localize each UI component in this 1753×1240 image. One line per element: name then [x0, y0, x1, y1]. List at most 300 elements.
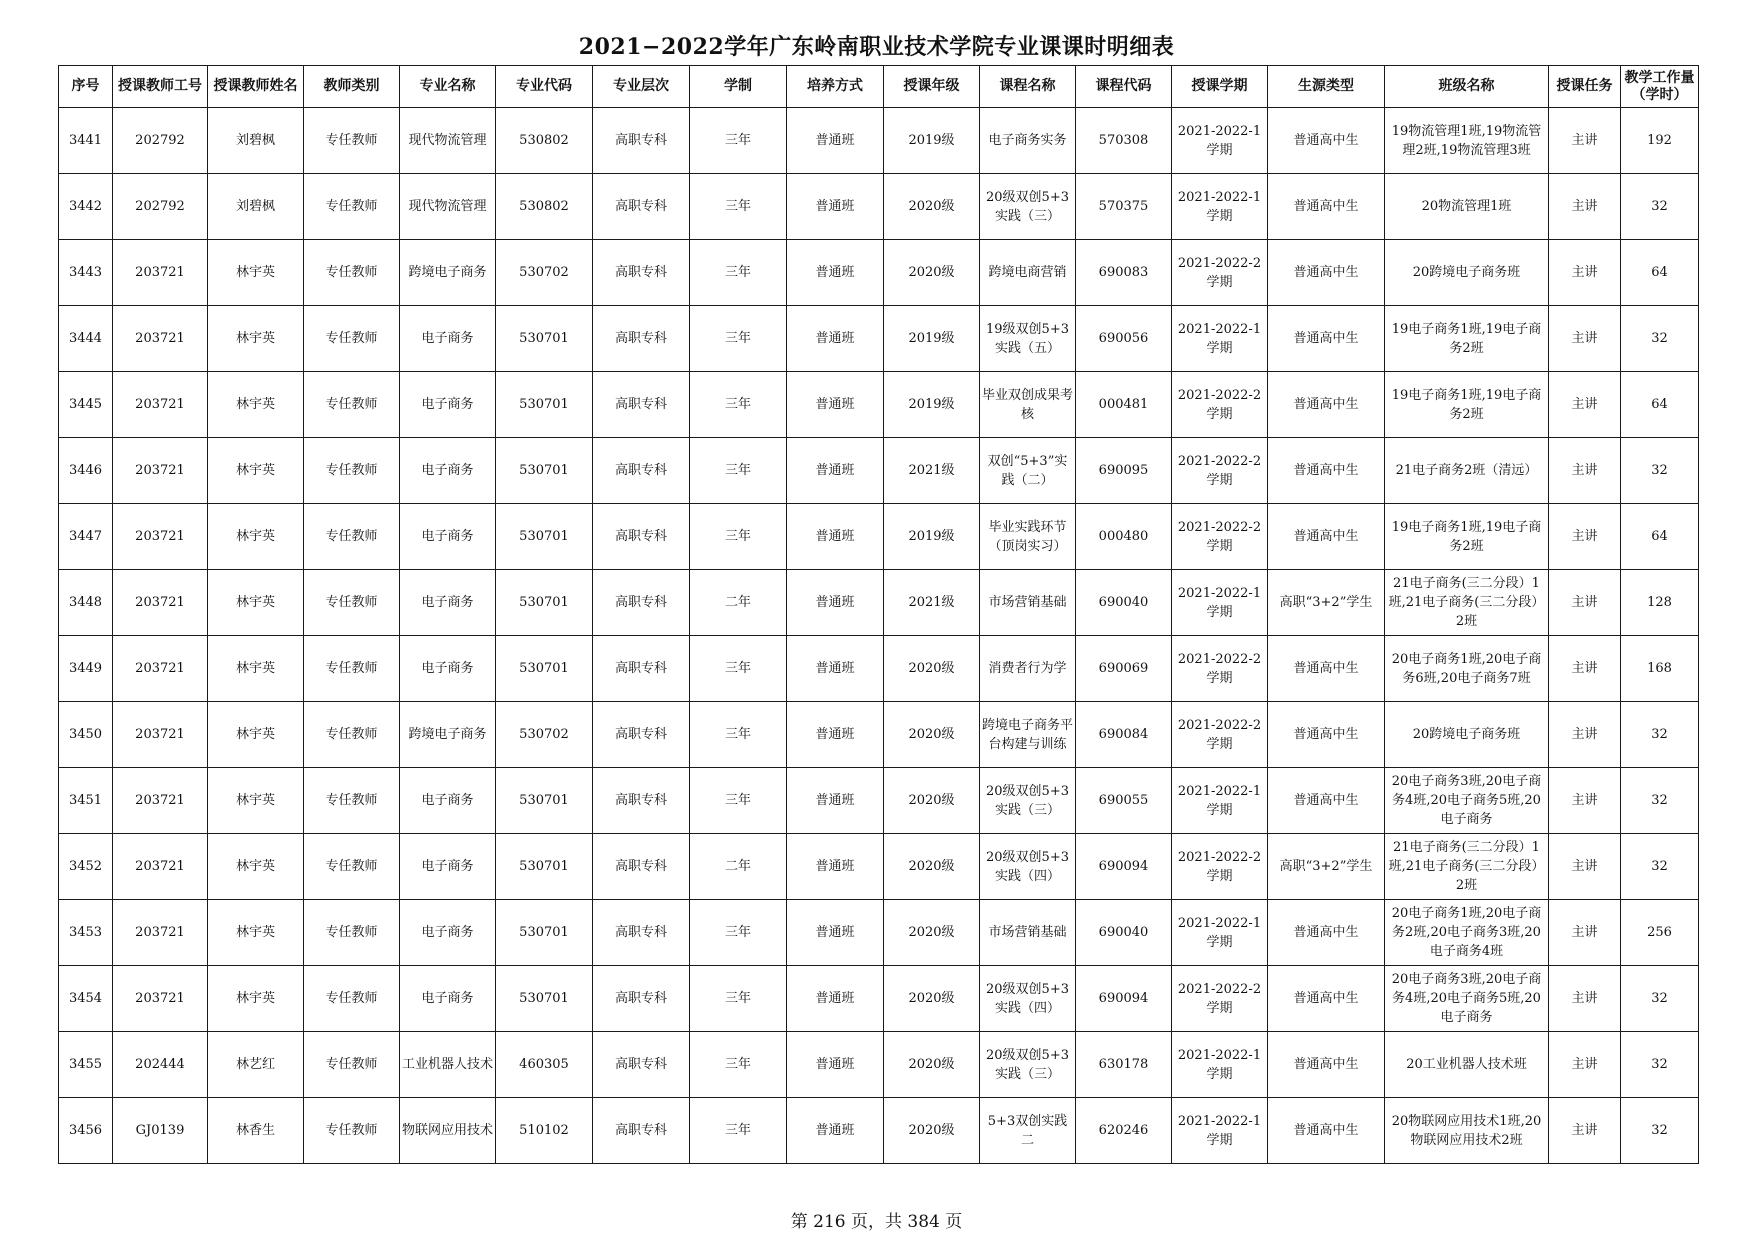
- table-cell: [884, 570, 980, 636]
- table-cell: [980, 306, 1076, 372]
- cell-text: 2020级: [908, 925, 955, 940]
- cell-text: 跨境电子商务平台构建与训练: [982, 717, 1073, 752]
- cell-text: 2021-2022-2学期: [1177, 387, 1262, 422]
- table-cell: [690, 1098, 787, 1164]
- table-cell: [593, 1098, 690, 1164]
- table-cell: [884, 636, 980, 702]
- table-cell: [593, 174, 690, 240]
- table-cell: [1172, 768, 1268, 834]
- table-cell: [1268, 768, 1385, 834]
- cell-text: 2021-2022-1学期: [1177, 915, 1262, 950]
- table-cell: [208, 900, 304, 966]
- table-cell: [690, 240, 787, 306]
- cell-text: 主讲: [1571, 331, 1598, 346]
- table-row: [59, 108, 1699, 174]
- cell-text: 专任教师: [325, 331, 378, 346]
- cell-text: 202792: [135, 133, 185, 148]
- cell-text: 2020级: [908, 859, 955, 874]
- cell-text: 530701: [519, 859, 569, 874]
- cell-text: 3446: [68, 463, 103, 478]
- cell-text: 高职专科: [614, 331, 667, 346]
- table-cell: [113, 702, 208, 768]
- cell-text: 2019级: [908, 133, 955, 148]
- table-cell: [884, 900, 980, 966]
- table-cell: [496, 174, 593, 240]
- table-cell: [304, 900, 400, 966]
- cell-text: 530702: [519, 265, 569, 280]
- table-cell: [59, 900, 113, 966]
- table-cell: [884, 108, 980, 174]
- cell-text: 203721: [135, 397, 185, 412]
- table-cell: [496, 438, 593, 504]
- table-cell: [113, 570, 208, 636]
- table-cell: [1385, 702, 1549, 768]
- table-cell: [1268, 636, 1385, 702]
- cell-text: 三年: [724, 529, 751, 544]
- table-cell: [1076, 174, 1172, 240]
- table-cell: [1549, 504, 1621, 570]
- cell-text: 电子商务: [421, 793, 474, 808]
- table-cell: [113, 240, 208, 306]
- table-cell: [1621, 1098, 1699, 1164]
- cell-text: 203721: [135, 463, 185, 478]
- table-cell: [980, 1098, 1076, 1164]
- cell-text: 32: [1651, 991, 1668, 1006]
- table-cell: [496, 768, 593, 834]
- cell-text: 690040: [1098, 595, 1149, 610]
- column-header: 授课学期: [1172, 66, 1268, 108]
- table-cell: [980, 504, 1076, 570]
- cell-text: 20级双创5+3实践（三）: [986, 1047, 1069, 1082]
- table-cell: [1385, 570, 1549, 636]
- table-cell: [690, 108, 787, 174]
- table-cell: [59, 504, 113, 570]
- cell-text: 2021-2022-1学期: [1177, 321, 1262, 356]
- cell-text: 530802: [519, 199, 569, 214]
- column-header: 授课教师姓名: [208, 66, 304, 108]
- cell-text: 电子商务: [421, 595, 474, 610]
- cell-text: 2021-2022-1学期: [1177, 189, 1262, 224]
- cell-text: 林宇英: [235, 463, 275, 478]
- cell-text: 三年: [724, 793, 751, 808]
- cell-text: 19级双创5+3实践（五）: [986, 321, 1069, 356]
- column-header: 培养方式: [787, 66, 884, 108]
- cell-text: 普通高中生: [1293, 463, 1359, 478]
- table-cell: [113, 372, 208, 438]
- table-row: [59, 900, 1699, 966]
- table-cell: [1549, 768, 1621, 834]
- table-cell: [787, 1098, 884, 1164]
- table-cell: [400, 1098, 496, 1164]
- table-cell: [980, 900, 1076, 966]
- table-cell: [304, 966, 400, 1032]
- cell-text: 32: [1651, 727, 1668, 742]
- table-cell: [1549, 1098, 1621, 1164]
- cell-text: 林宇英: [235, 991, 275, 1006]
- table-cell: [1385, 240, 1549, 306]
- cell-text: 普通高中生: [1293, 925, 1359, 940]
- table-cell: [113, 174, 208, 240]
- table-cell: [1549, 108, 1621, 174]
- cell-text: 专任教师: [325, 397, 378, 412]
- cell-text: 2021-2022-2学期: [1177, 651, 1262, 686]
- table-cell: [59, 108, 113, 174]
- table-cell: [496, 834, 593, 900]
- table-cell: [208, 702, 304, 768]
- table-cell: [304, 438, 400, 504]
- cell-text: 三年: [724, 331, 751, 346]
- table-cell: [980, 240, 1076, 306]
- cell-text: 主讲: [1571, 529, 1598, 544]
- cell-text: 三年: [724, 991, 751, 1006]
- cell-text: 203721: [135, 529, 185, 544]
- cell-text: 203721: [135, 727, 185, 742]
- table-cell: [59, 570, 113, 636]
- cell-text: 690069: [1098, 661, 1149, 676]
- column-header: 授课教师工号: [113, 66, 208, 108]
- cell-text: 203721: [135, 925, 185, 940]
- table-cell: [884, 240, 980, 306]
- cell-text: 203721: [135, 661, 185, 676]
- table-cell: [690, 1032, 787, 1098]
- table-cell: [787, 240, 884, 306]
- table-cell: [1172, 1032, 1268, 1098]
- table-cell: [304, 174, 400, 240]
- table-cell: [400, 372, 496, 438]
- table-cell: [1268, 108, 1385, 174]
- cell-text: 3451: [68, 793, 103, 808]
- table-cell: [113, 966, 208, 1032]
- table-cell: [400, 174, 496, 240]
- cell-text: 专任教师: [325, 1057, 378, 1072]
- cell-text: 32: [1651, 463, 1668, 478]
- cell-text: 570375: [1098, 199, 1149, 214]
- cell-text: 林宇英: [235, 859, 275, 874]
- cell-text: 高职专科: [614, 397, 667, 412]
- table-cell: [1621, 306, 1699, 372]
- cell-text: 510102: [519, 1123, 569, 1138]
- table-cell: [496, 372, 593, 438]
- table-cell: [1172, 240, 1268, 306]
- table-cell: [304, 1032, 400, 1098]
- cell-text: 普通高中生: [1293, 1057, 1359, 1072]
- cell-text: 林宇英: [235, 397, 275, 412]
- cell-text: 三年: [724, 925, 751, 940]
- cell-text: 20跨境电子商务班: [1412, 727, 1521, 742]
- table-cell: [1076, 108, 1172, 174]
- cell-text: 普通班: [815, 463, 855, 478]
- table-cell: [980, 702, 1076, 768]
- cell-text: 690040: [1098, 925, 1149, 940]
- table-cell: [884, 504, 980, 570]
- cell-text: 3447: [68, 529, 103, 544]
- table-cell: [1621, 438, 1699, 504]
- table-cell: [208, 108, 304, 174]
- cell-text: 高职专科: [614, 1123, 667, 1138]
- table-cell: [787, 768, 884, 834]
- table-cell: [1076, 834, 1172, 900]
- cell-text: 高职专科: [614, 661, 667, 676]
- table-cell: [400, 306, 496, 372]
- cell-text: 3442: [68, 199, 103, 214]
- cell-text: 电子商务: [421, 331, 474, 346]
- table-row: [59, 570, 1699, 636]
- cell-text: 普通班: [815, 1057, 855, 1072]
- cell-text: 64: [1651, 265, 1668, 280]
- table-cell: [1268, 1098, 1385, 1164]
- table-cell: [884, 966, 980, 1032]
- table-cell: [304, 834, 400, 900]
- table-cell: [1172, 174, 1268, 240]
- cell-text: 20级双创5+3实践（四）: [986, 981, 1069, 1016]
- table-cell: [59, 174, 113, 240]
- cell-text: 64: [1651, 529, 1668, 544]
- table-cell: [304, 570, 400, 636]
- table-cell: [884, 372, 980, 438]
- cell-text: 二年: [724, 595, 751, 610]
- cell-text: 跨境电子商务: [408, 265, 487, 280]
- table-cell: [1172, 504, 1268, 570]
- table-cell: [304, 108, 400, 174]
- cell-text: 32: [1651, 859, 1668, 874]
- cell-text: 电子商务: [421, 529, 474, 544]
- cell-text: 690083: [1098, 265, 1149, 280]
- table-cell: [1268, 306, 1385, 372]
- cell-text: 2020级: [908, 1123, 955, 1138]
- cell-text: 高职专科: [614, 529, 667, 544]
- cell-text: 普通高中生: [1293, 199, 1359, 214]
- table-cell: [496, 306, 593, 372]
- table-cell: [884, 834, 980, 900]
- cell-text: 20级双创5+3实践（三）: [986, 783, 1069, 818]
- table-cell: [1549, 636, 1621, 702]
- table-cell: [884, 306, 980, 372]
- page-title: 2021−2022学年广东岭南职业技术学院专业课课时明细表: [578, 34, 1175, 60]
- table-cell: [787, 306, 884, 372]
- table-cell: [496, 570, 593, 636]
- cell-text: 20电子商务3班,20电子商务4班,20电子商务5班,20电子商务: [1391, 972, 1542, 1025]
- table-cell: [1621, 1032, 1699, 1098]
- cell-text: 2021级: [908, 463, 955, 478]
- cell-text: 2019级: [908, 529, 955, 544]
- cell-text: GJ0139: [135, 1123, 185, 1138]
- table-cell: [593, 240, 690, 306]
- cell-text: 2021-2022-1学期: [1177, 123, 1262, 158]
- cell-text: 现代物流管理: [408, 199, 487, 214]
- table-cell: [59, 768, 113, 834]
- table-cell: [690, 504, 787, 570]
- table-cell: [208, 636, 304, 702]
- cell-text: 192: [1647, 133, 1672, 148]
- cell-text: 高职专科: [614, 1057, 667, 1072]
- table-cell: [496, 240, 593, 306]
- cell-text: 3455: [68, 1057, 103, 1072]
- table-cell: [59, 702, 113, 768]
- table-cell: [884, 174, 980, 240]
- cell-text: 2020级: [908, 793, 955, 808]
- table-cell: [1172, 570, 1268, 636]
- cell-text: 高职专科: [614, 727, 667, 742]
- table-cell: [1172, 900, 1268, 966]
- cell-text: 普通班: [815, 991, 855, 1006]
- table-cell: [400, 900, 496, 966]
- cell-text: 19电子商务1班,19电子商务2班: [1391, 321, 1542, 356]
- table-cell: [208, 504, 304, 570]
- table-cell: [690, 372, 787, 438]
- cell-text: 20电子商务1班,20电子商务2班,20电子商务3班,20电子商务4班: [1391, 906, 1542, 959]
- cell-text: 530701: [519, 595, 569, 610]
- table-cell: [496, 1032, 593, 1098]
- cell-text: 主讲: [1571, 199, 1598, 214]
- table-cell: [980, 372, 1076, 438]
- cell-text: 普通高中生: [1293, 331, 1359, 346]
- cell-text: 2019级: [908, 397, 955, 412]
- table-cell: [208, 768, 304, 834]
- header-row: [59, 66, 1699, 108]
- cell-text: 主讲: [1571, 133, 1598, 148]
- table-cell: [1172, 702, 1268, 768]
- table-cell: [1549, 240, 1621, 306]
- cell-text: 203721: [135, 265, 185, 280]
- table-cell: [1621, 174, 1699, 240]
- table-cell: [400, 966, 496, 1032]
- table-cell: [113, 1032, 208, 1098]
- cell-text: 530701: [519, 529, 569, 544]
- cell-text: 跨境电子商务: [408, 727, 487, 742]
- table-cell: [1621, 636, 1699, 702]
- cell-text: 64: [1651, 397, 1668, 412]
- cell-text: 203721: [135, 793, 185, 808]
- column-header: 学制: [690, 66, 787, 108]
- cell-text: 主讲: [1571, 859, 1598, 874]
- cell-text: 高职专科: [614, 595, 667, 610]
- cell-text: 20电子商务1班,20电子商务6班,20电子商务7班: [1391, 651, 1542, 686]
- table-cell: [1385, 768, 1549, 834]
- table-cell: [690, 306, 787, 372]
- table-cell: [400, 768, 496, 834]
- table-cell: [884, 768, 980, 834]
- table-cell: [884, 702, 980, 768]
- cell-text: 000481: [1098, 397, 1149, 412]
- cell-text: 2020级: [908, 727, 955, 742]
- cell-text: 电子商务: [421, 661, 474, 676]
- cell-text: 双创“5+3”实践（二）: [987, 453, 1068, 488]
- table-row: [59, 834, 1699, 900]
- cell-text: 20电子商务3班,20电子商务4班,20电子商务5班,20电子商务: [1391, 774, 1542, 827]
- cell-text: 专任教师: [325, 1123, 378, 1138]
- table-cell: [208, 240, 304, 306]
- cell-text: 630178: [1098, 1057, 1149, 1072]
- table-cell: [1621, 702, 1699, 768]
- table-cell: [208, 174, 304, 240]
- cell-text: 普通高中生: [1293, 991, 1359, 1006]
- cell-text: 2021-2022-2学期: [1177, 981, 1262, 1016]
- table-cell: [1172, 966, 1268, 1032]
- cell-text: 20级双创5+3实践（四）: [986, 849, 1069, 884]
- cell-text: 专任教师: [325, 463, 378, 478]
- cell-text: 20级双创5+3实践（三）: [986, 189, 1069, 224]
- table-cell: [980, 108, 1076, 174]
- table-cell: [980, 1032, 1076, 1098]
- cell-text: 普通高中生: [1293, 727, 1359, 742]
- table-cell: [1268, 174, 1385, 240]
- cell-text: 530701: [519, 397, 569, 412]
- table-cell: [1076, 966, 1172, 1032]
- table-cell: [1076, 900, 1172, 966]
- table-cell: [1549, 372, 1621, 438]
- table-cell: [113, 108, 208, 174]
- column-header: 专业名称: [400, 66, 496, 108]
- cell-text: 19电子商务1班,19电子商务2班: [1391, 387, 1542, 422]
- table-cell: [787, 1032, 884, 1098]
- cell-text: 普通班: [815, 133, 855, 148]
- table-cell: [400, 108, 496, 174]
- table-cell: [1172, 834, 1268, 900]
- cell-text: 高职“3+2”学生: [1279, 859, 1373, 874]
- cell-text: 主讲: [1571, 1057, 1598, 1072]
- table-cell: [787, 438, 884, 504]
- table-cell: [59, 372, 113, 438]
- table-cell: [593, 966, 690, 1032]
- cell-text: 3452: [68, 859, 103, 874]
- table-cell: [690, 966, 787, 1032]
- cell-text: 20工业机器人技术班: [1406, 1057, 1527, 1072]
- table-cell: [593, 504, 690, 570]
- table-row: [59, 306, 1699, 372]
- table-cell: [1621, 240, 1699, 306]
- table-cell: [113, 504, 208, 570]
- cell-text: 3454: [68, 991, 103, 1006]
- cell-text: 林宇英: [235, 265, 275, 280]
- table-cell: [1076, 372, 1172, 438]
- table-cell: [496, 900, 593, 966]
- table-cell: [884, 438, 980, 504]
- cell-text: 5+3双创实践二: [987, 1113, 1068, 1148]
- cell-text: 620246: [1098, 1123, 1149, 1138]
- table-cell: [1076, 438, 1172, 504]
- table-cell: [1385, 504, 1549, 570]
- cell-text: 三年: [724, 661, 751, 676]
- cell-text: 690084: [1098, 727, 1149, 742]
- table-row: [59, 504, 1699, 570]
- table-cell: [690, 900, 787, 966]
- cell-text: 专任教师: [325, 133, 378, 148]
- table-cell: [1385, 636, 1549, 702]
- cell-text: 市场营销基础: [988, 925, 1067, 940]
- cell-text: 2021级: [908, 595, 955, 610]
- table-row: [59, 636, 1699, 702]
- cell-text: 000480: [1098, 529, 1149, 544]
- table-cell: [1549, 966, 1621, 1032]
- table-cell: [1268, 438, 1385, 504]
- table-cell: [208, 438, 304, 504]
- table-cell: [1268, 570, 1385, 636]
- cell-text: 530701: [519, 331, 569, 346]
- table-cell: [980, 834, 1076, 900]
- table-cell: [1385, 834, 1549, 900]
- cell-text: 二年: [724, 859, 751, 874]
- table-cell: [593, 1032, 690, 1098]
- table-cell: [304, 768, 400, 834]
- cell-text: 林宇英: [235, 925, 275, 940]
- cell-text: 高职专科: [614, 793, 667, 808]
- cell-text: 普通高中生: [1293, 529, 1359, 544]
- table-cell: [787, 372, 884, 438]
- cell-text: 32: [1651, 793, 1668, 808]
- cell-text: 普通高中生: [1293, 661, 1359, 676]
- cell-text: 普通高中生: [1293, 397, 1359, 412]
- table-cell: [980, 966, 1076, 1032]
